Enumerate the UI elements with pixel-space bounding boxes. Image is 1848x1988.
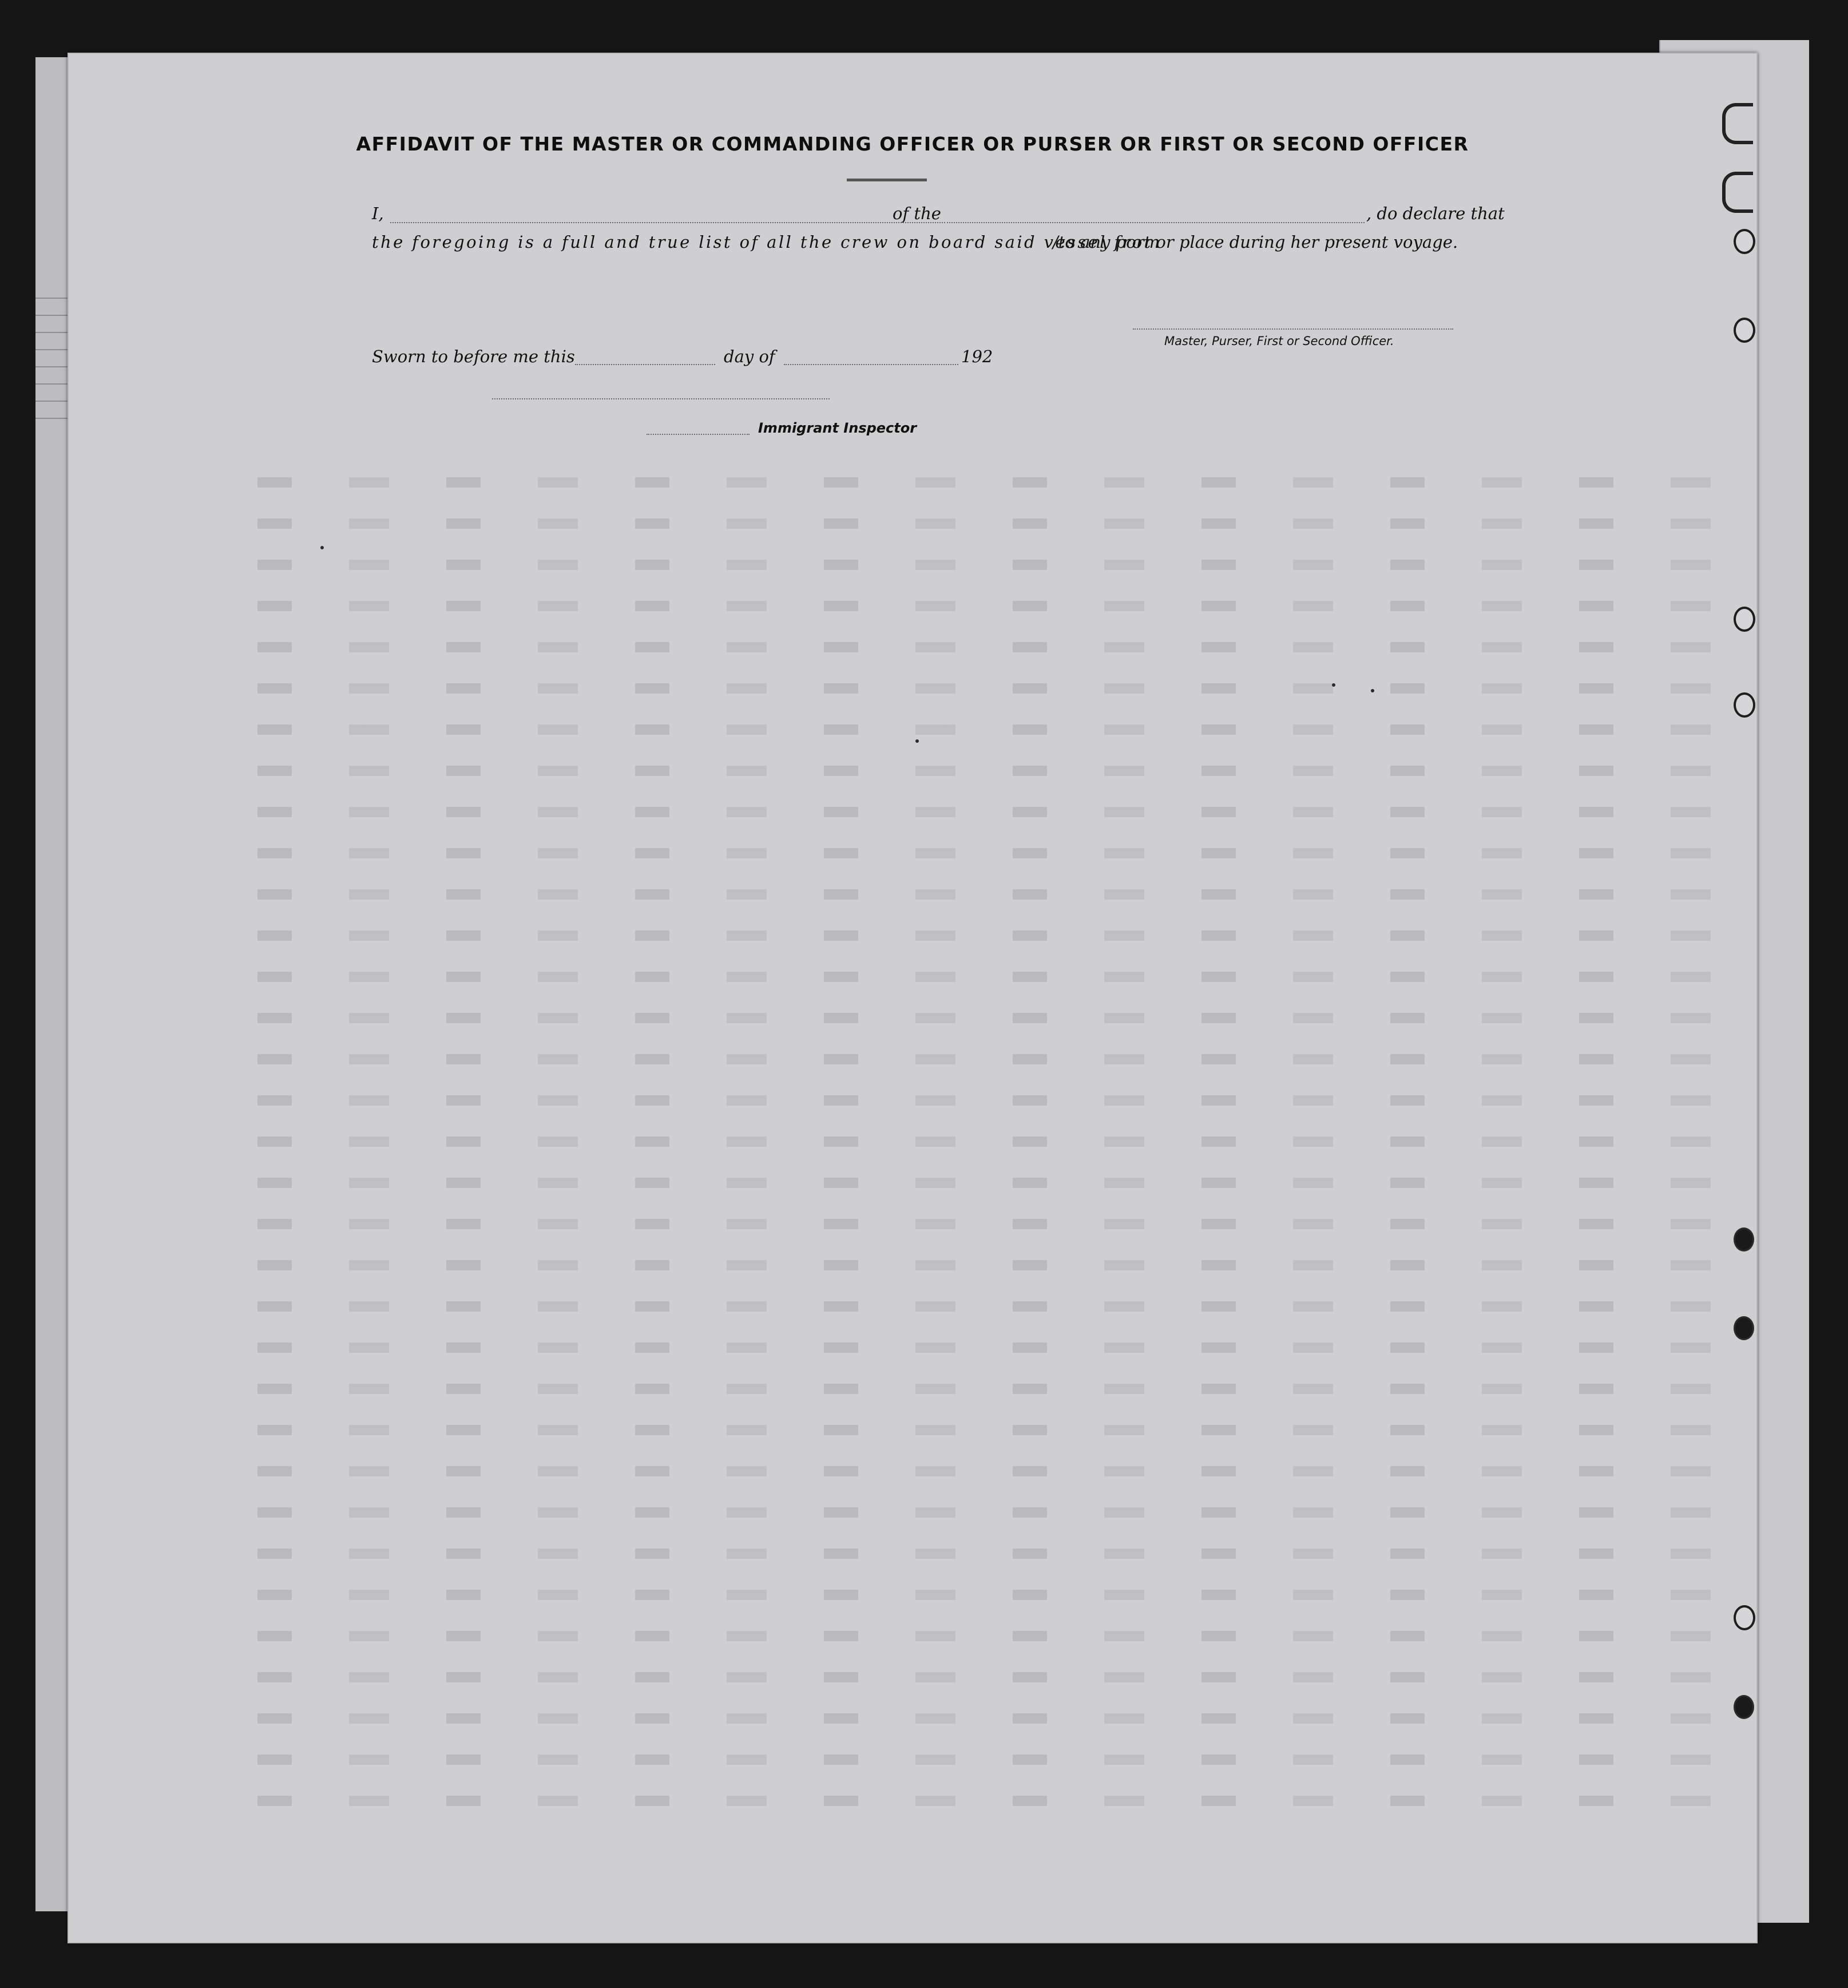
punch-hole-icon xyxy=(1734,229,1755,254)
ink-speck xyxy=(1332,683,1335,687)
bleed-through-row xyxy=(257,642,1722,652)
bleed-through-row xyxy=(257,1796,1722,1806)
bleed-through-row xyxy=(257,1590,1722,1600)
declaration-text-part2: /to any port or place during her present voyage. xyxy=(1053,232,1458,252)
ink-speck xyxy=(915,739,919,743)
inspector-signature-field[interactable] xyxy=(492,398,830,399)
punch-hole-icon xyxy=(1734,692,1755,718)
bleed-through-row xyxy=(257,560,1722,570)
declarant-name-field[interactable] xyxy=(390,222,945,223)
bleed-through-row xyxy=(257,1631,1722,1641)
inspector-caption: Immigrant Inspector xyxy=(758,420,917,436)
bleed-through-row xyxy=(257,1713,1722,1724)
bleed-through-row xyxy=(257,766,1722,776)
bleed-through-row xyxy=(257,1425,1722,1435)
bleed-through-row xyxy=(257,601,1722,611)
bleed-through-row xyxy=(257,1672,1722,1682)
left-binding-strip xyxy=(35,57,72,1911)
binder-clip-icon xyxy=(1722,172,1753,213)
bleed-through-row xyxy=(257,1507,1722,1518)
bleed-through-row xyxy=(257,1136,1722,1147)
declaration-text-part1: the foregoing is a full and true list of all the crew on board said vessel from xyxy=(372,232,1162,252)
bleed-through-row xyxy=(257,1054,1722,1064)
ink-speck xyxy=(320,546,324,549)
punch-hole-icon xyxy=(1734,318,1755,343)
affidavit-page xyxy=(68,53,1758,1943)
bleed-through-row xyxy=(257,1755,1722,1765)
sworn-day-of: day of xyxy=(724,347,775,366)
affidavit-title: AFFIDAVIT OF THE MASTER OR COMMANDING OFFICER OR PURSER OR FIRST OR SECOND OFFICER xyxy=(356,133,1469,155)
punch-hole-icon xyxy=(1734,1316,1754,1340)
bleed-through-row xyxy=(257,807,1722,817)
bleed-through-row xyxy=(257,518,1722,529)
ink-speck xyxy=(1371,689,1374,692)
binder-clip-icon xyxy=(1722,103,1753,144)
officer-signature-field[interactable] xyxy=(1133,328,1453,330)
vessel-prefix: of the xyxy=(893,204,941,223)
punch-hole-icon xyxy=(1734,1695,1754,1719)
bleed-through-row xyxy=(257,1260,1722,1270)
bleed-through-row xyxy=(257,1178,1722,1188)
sworn-month-field[interactable] xyxy=(784,364,958,365)
punch-hole-icon xyxy=(1734,607,1755,632)
sworn-prefix: Sworn to before me this xyxy=(372,347,575,366)
inspector-name-field[interactable] xyxy=(647,434,749,435)
bleed-through-row xyxy=(257,848,1722,858)
bleed-through-row xyxy=(257,683,1722,694)
punch-hole-icon xyxy=(1734,1227,1754,1252)
declarant-prefix: I, xyxy=(372,204,384,223)
officer-signature-caption: Master, Purser, First or Second Officer. xyxy=(1164,334,1394,348)
bleed-through-row xyxy=(257,1343,1722,1353)
bleed-through-row xyxy=(257,1095,1722,1106)
bleed-through-row xyxy=(257,477,1722,488)
bleed-through-row xyxy=(257,972,1722,982)
sworn-day-field[interactable] xyxy=(575,364,715,365)
bleed-through-row xyxy=(257,930,1722,941)
bleed-through-row xyxy=(257,1384,1722,1394)
title-rule xyxy=(847,179,927,181)
bleed-through-row xyxy=(257,1219,1722,1229)
vessel-name-field[interactable] xyxy=(944,222,1365,223)
bleed-through-row xyxy=(257,1466,1722,1476)
punch-hole-icon xyxy=(1734,1605,1755,1630)
bleed-through-row xyxy=(257,889,1722,900)
sworn-year: 192 xyxy=(961,347,993,366)
bleed-through-row xyxy=(257,1549,1722,1559)
bleed-through-row xyxy=(257,1301,1722,1312)
bleed-through-row xyxy=(257,724,1722,735)
declare-suffix: , do declare that xyxy=(1366,204,1505,223)
bleed-through-row xyxy=(257,1013,1722,1023)
